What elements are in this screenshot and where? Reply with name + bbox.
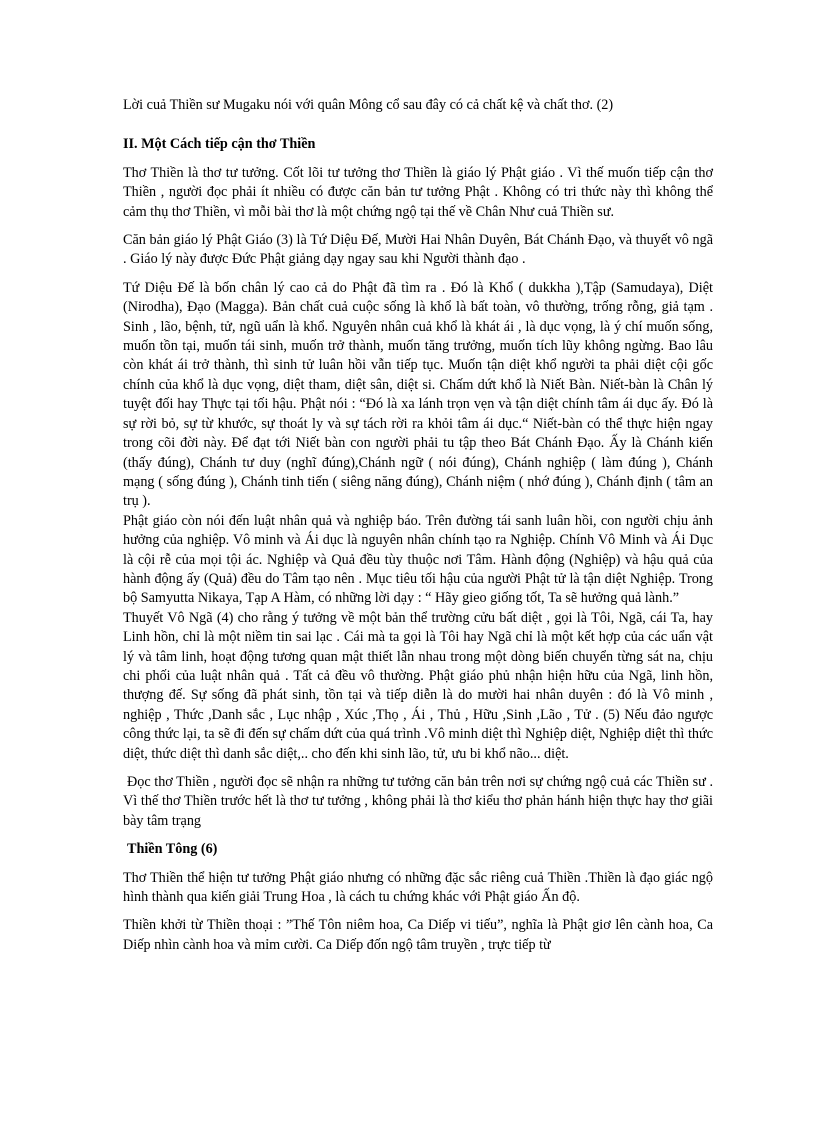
document-page — [123, 96, 713, 964]
paragraph-karma: Phật giáo còn nói đến luật nhân quả và nghiệp báo. Trên đường tái sanh luân hồi, con người chịu ảnh hưởng của nghiệp. Vô minh và Ái dục là nguyên nhân chính tạo ra Nghiệp. Chính Vô Minh và Ái Dục là cội rễ của mọi tội ác. Nghiệp và Quả đều tùy thuộc nơi Tâm. Hành động (Nghiệp) và hậu quả của hành động ấy (Quả) đều do Tâm tạo nên . Mục tiêu tối hậu của người Phật tử là tận diệt Nghiệp. Trong bộ Samyutta Nikaya, Tạp A Hàm, có những lời dạy : “ Hãy gieo giống tốt, Ta sẽ hưởng quả lành.” — [123, 512, 713, 607]
paragraph-thien-characteristics: Thơ Thiền thể hiện tư tưởng Phật giáo nhưng có những đặc sắc riêng cuả Thiền .Thiền là đạo giác ngộ hình thành qua kiến giải Trung Hoa , là cách tu chứng khác với Phật giáo Ấn độ. — [123, 869, 713, 906]
intro-paragraph: Lời cuả Thiền sư Mugaku nói với quân Mông cổ sau đây có cả chất kệ và chất thơ. (2) — [123, 97, 614, 113]
paragraph-non-self: Thuyết Vô Ngã (4) cho rằng ý tưởng về một bản thể trường cửu bất diệt , gọi là Tôi, Ngã, cái Ta, hay Linh hồn, chỉ là một niềm tin sai lạc . Cái mà ta gọi là Tôi hay Ngã chỉ là một kết hợp của các uẩn vật lý và tâm linh, hoạt động tương quan mật thiết lẫn nhau trong một dòng biến chuyển từng sát na, chịu chi phối của luật nhân quả . Tất cả đều vô thường. Phật giáo phủ nhận hiện hữu của Ngã, linh hồn, thượng đế. Sự sống đã phát sinh, tồn tại và tiếp diễn là do mười hai nhân duyên : đó là Vô minh , nghiệp , Thức ,Danh sắc , Lục nhập , Xúc ,Thọ , Ái , Thủ , Hữu ,Sinh ,Lão , Tử . (5) Nếu đảo ngược công thức lại, ta sẽ đi đến sự chấm dứt của quá trình .Vô minh diệt thì Nghiệp diệt, Nghiệp diệt thì thức diệt, thức diệt thì danh sắc diệt,.. cho đến khi sinh lão, tử, ưu bi khổ não... diệt. — [123, 609, 713, 762]
section-heading: II. Một Cách tiếp cận thơ Thiền — [123, 136, 316, 153]
paragraph-thien-origin: Thiền khởi từ Thiền thoại : ”Thế Tôn niêm hoa, Ca Diếp vi tiếu”, nghĩa là Phật giơ lên cành hoa, Ca Diếp nhìn cành hoa và mỉm cười. Ca Diếp đốn ngộ tâm truyền , trực tiếp từ — [123, 917, 713, 953]
paragraph-basic-doctrine: Căn bản giáo lý Phật Giáo (3) là Tứ Diệu Đế, Mười Hai Nhân Duyên, Bát Chánh Đạo, và thuyết vô ngã . Giáo lý này được Đức Phật giảng dạy ngay sau khi Người thành đạo . — [123, 232, 713, 268]
subsection-heading: Thiền Tông (6) — [127, 841, 218, 858]
paragraph-thien-poetry: Thơ Thiền là thơ tư tưởng. Cốt lõi tư tưởng thơ Thiền là giáo lý Phật giáo . Vì thế muốn tiếp cận thơ Thiền , người đọc phải ít nhiều có được căn bản tư tưởng Phật . Không có tri thức này thì không thể cảm thụ thơ Thiền, vì mỗi bài thơ là một chứng ngộ tại thế về Chân Như cuả Thiền sư. — [123, 164, 713, 220]
paragraph-reading-thien: Đọc thơ Thiền , người đọc sẽ nhận ra những tư tưởng căn bản trên nơi sự chứng ngộ cuả các Thiền sư . Vì thế thơ Thiền trước hết là thơ tư tưởng , không phải là thơ kiểu thơ phản hánh hiện thực hay thơ giãi bày tâm trạng — [123, 774, 713, 829]
paragraph-four-noble-truths: Tứ Diệu Đế là bốn chân lý cao cả do Phật đã tìm ra . Đó là Khổ ( dukkha ),Tập (Samudaya), Diệt (Nirodha), Đạo (Magga). Bản chất cuả cuộc sống là khổ là bất toàn, vô thường, trống rỗng, giả tạm . Sinh , lão, bệnh, tử, ngũ uẩn là khổ. Nguyên nhân cuả khổ là khát ái , là dục vọng, là ý chí muốn sống, muốn tồn tại, muốn tái sinh, muốn trở thành, muốn tăng trưởng, muốn tích lũy không ngừng. Bao lâu còn khát ái trở thành, thì sinh tử luân hồi vẫn tiếp tục. Muốn tận diệt khổ người ta phải diệt cội gốc chính của khổ là dục vọng, diệt tham, diệt sân, diệt si. Chấm dứt khổ là Niết Bàn. Niết-bàn là Chân lý tuyệt đối hay Thực tại tối hậu. Phật nói : “Đó là xa lánh trọn vẹn và tận diệt chính tâm ái dục ấy. Đó là sự rời bỏ, sự từ khước, sự thoát ly và sự tách rời ra khỏi tâm ái dục.“ Niết-bàn có thể thực hiện ngay trong cõi đời này. Để đạt tới Niết bàn con người phải tu tập theo Bát Chánh Đạo. Ấy là Chánh kiến (thấy đúng), Chánh tư duy (nghĩ đúng),Chánh ngữ ( nói đúng), Chánh nghiệp ( làm đúng ), Chánh mạng ( sống đúng ), Chánh tinh tiến ( siêng năng đúng), Chánh niệm ( nhớ đúng ), Chánh định ( tâm an trụ ). — [123, 279, 713, 510]
